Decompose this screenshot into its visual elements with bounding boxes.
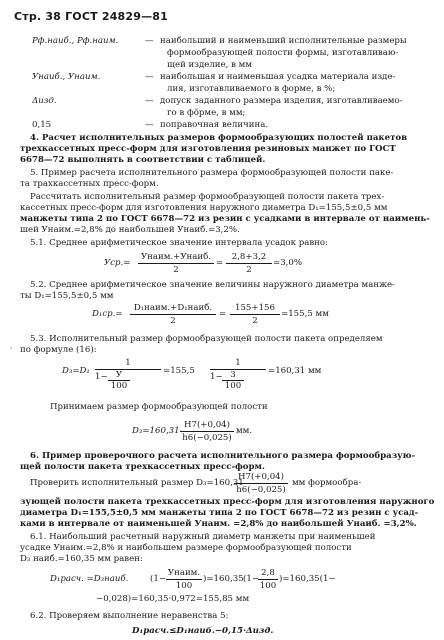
eq2-result: =155,5 мм: [281, 309, 329, 319]
eq5-lhs: D₁расч. =D₃наиб.: [50, 574, 129, 584]
para-5-3-line: 5.3. Исполнительный размер формообразующей полости пакета определяем: [30, 334, 383, 344]
eq5-p3: (1−: [243, 574, 260, 584]
eq5-p2: )=160,35: [203, 574, 244, 584]
eq3-lhs: D₃=D₁: [62, 366, 90, 376]
def-dash: —: [145, 120, 154, 130]
eq4-lhs: D₃=160,31: [132, 426, 180, 436]
para-5-3-line: по формуле (16):: [20, 345, 97, 355]
para-6b-line: диаметра D₁=155,5±0,5 мм манжеты типа 2 по ГОСТ 6678—72 из резин с усад-: [20, 508, 419, 518]
para-6-2: 6.2. Проверяем выполнение неравенства 5:: [30, 611, 229, 621]
def-text: щей изделие, в мм: [167, 60, 253, 70]
eq4-unit: мм.: [236, 426, 253, 436]
eq1-equals: =: [216, 258, 224, 268]
fraction-bar: [180, 431, 234, 432]
eq3-b-den-pre: 1−: [210, 372, 223, 382]
eq3-a-den-num: У: [115, 370, 123, 380]
eq1-lhs: Уср.=: [104, 258, 131, 268]
para-6b-line: зующей полости пакета трехкассетных пресс-форм для изготовления наружного: [20, 497, 435, 507]
para-6-line: щей полости пакета трехкассетных пресс-форм.: [20, 462, 266, 472]
eq4-den: h6(−0,025): [182, 433, 232, 443]
para-5b-line: шей Унаим.=2,8% до наибольшей Унаиб.=3,2%.: [20, 225, 240, 235]
para-6-1-line: усадке Унаим.=2,8% и наибольшем размере формообразующей полости: [20, 543, 352, 553]
def-text: наибольшая и наименьшая усадка материала изде-: [160, 72, 396, 82]
eq2-equals: =: [219, 309, 227, 319]
fraction-bar: [230, 314, 280, 315]
para-6-line: 6. Пример проверочного расчета исполнительного размера формообразую-: [30, 451, 416, 461]
para-6b-lead: Проверить исполнительный размер D₃=160,31: [30, 478, 244, 488]
eq3-b-den-den: 100: [224, 381, 242, 391]
def-text: наибольший и наименьший исполнительные размеры: [160, 36, 407, 46]
def-text: формообразующей полости формы, изготавливаю-: [167, 48, 399, 58]
eq1-result: =3,0%: [273, 258, 303, 268]
para-6b-tail: мм формообра-: [292, 478, 362, 488]
eq4-num: Н7(+0,04): [183, 420, 230, 430]
eq2-den1: 2: [170, 316, 176, 326]
fraction-bar: [166, 579, 202, 580]
fraction-bar: [138, 263, 214, 264]
para-5-2-line: 5.2. Среднее арифметическое значение величины наружного диаметра манже-: [30, 280, 395, 290]
page-header: Стр. 38 ГОСТ 24829—81: [14, 10, 169, 23]
para-5-line: та трахкассетных пресс-форм.: [20, 179, 159, 189]
accept-text: Принимаем размер формообразующей полости: [50, 402, 268, 412]
def-text: допуск заданного размера изделия, изготавливаемо-: [160, 96, 403, 106]
eq2-num2: 155+156: [234, 303, 275, 313]
eq5-p1: (1−: [150, 574, 167, 584]
para-6-1-line: 6.1. Наибольший расчетный наружный диаметр манжеты при наименьшей: [30, 532, 376, 542]
eq2-lhs: D₁ср.=: [92, 309, 123, 319]
eq5-f1-num: Унаим.: [167, 568, 201, 578]
eq3-result: =160,31 мм: [268, 366, 322, 376]
eq3-mid: =155,5: [163, 366, 195, 376]
def-symbol: Рф.наиб., Рф.наим.: [32, 36, 119, 46]
margin-mark: ˛: [9, 340, 14, 350]
para-6b-num: Н7(+0,04): [237, 472, 284, 482]
para-6b-den: h6(−0,025): [236, 485, 286, 495]
para-5-1: 5.1. Среднее арифметическое значение интервала усадок равно:: [30, 238, 328, 248]
def-symbol: Унаиб., Унаим.: [32, 72, 101, 82]
para-6b-line: ками в интервале от наименьшей Унаим. =2,8% до наибольшей Унаиб. =3,2%.: [20, 519, 417, 529]
def-symbol: 0,15: [32, 120, 52, 130]
eq3-a-num: 1: [125, 358, 131, 368]
def-symbol: Δизд.: [32, 96, 57, 106]
fraction-bar: [258, 579, 278, 580]
para-6-1-line: D₃ наиб.=160,35 мм равен:: [20, 554, 143, 564]
para-5-line: 5. Пример расчета исполнительного размера формообразующей полости паке-: [30, 168, 394, 178]
eq1-den2: 2: [246, 265, 252, 275]
eq3-b-den-num: 3: [230, 370, 236, 380]
def-text: го в фõрме, в мм;: [167, 108, 246, 118]
def-text: поправочная величина.: [160, 120, 269, 130]
para-5-2-line: ты D₁=155,5±0,5 мм: [20, 291, 114, 301]
para-4-line: 6678—72 выполнять в соответствии с таблицей.: [20, 155, 266, 165]
eq5-f1-den: 100: [175, 581, 193, 591]
eq1-num2: 2,8+3,2: [231, 252, 267, 262]
eq6-inequality: D₁расч.≤D₁наиб.−0,15·Δизд.: [132, 626, 274, 636]
def-dash: —: [145, 36, 154, 46]
eq5-f2-num: 2,8: [261, 568, 275, 578]
para-4-line: 4. Расчет исполнительных размеров формообразующих полостей пакетов: [30, 133, 408, 143]
fraction-bar: [234, 483, 288, 484]
para-5b-line: манжеты типа 2 по ГОСТ 6678—72 из резин с усадками в интервале от наимень-: [20, 214, 430, 224]
fraction-bar: [226, 263, 272, 264]
eq2-num1: D₁наим.+D₁наиб.: [133, 303, 213, 313]
para-5b-line: кассетных пресс-форм для изготовления наружного диаметра D₁=155,5±0,5 мм: [20, 203, 388, 213]
eq5-f2-den: 100: [259, 581, 277, 591]
def-dash: —: [145, 96, 154, 106]
eq5-p4: )=160,35(1−: [279, 574, 336, 584]
eq3-b-num: 1: [235, 358, 241, 368]
def-dash: —: [145, 72, 154, 82]
eq5-line2: −0,028)=160,35·0,972=155,85 мм: [96, 594, 250, 604]
eq3-a-den-den: 100: [110, 381, 128, 391]
def-text: лия, изготавливаемого в форме, в %;: [167, 84, 336, 94]
para-4-line: трехкассетных пресс-форм для изготовления резиновых манжет по ГОСТ: [20, 144, 396, 154]
eq1-num1: Унаим.+Унаиб.: [140, 252, 212, 262]
para-5b-line: Рассчитать исполнительный размер формообразующей полости пакета трех-: [30, 192, 385, 202]
eq1-den1: 2: [173, 265, 179, 275]
eq3-a-den-pre: 1−: [95, 372, 108, 382]
eq2-den2: 2: [252, 316, 258, 326]
fraction-bar: [130, 314, 216, 315]
